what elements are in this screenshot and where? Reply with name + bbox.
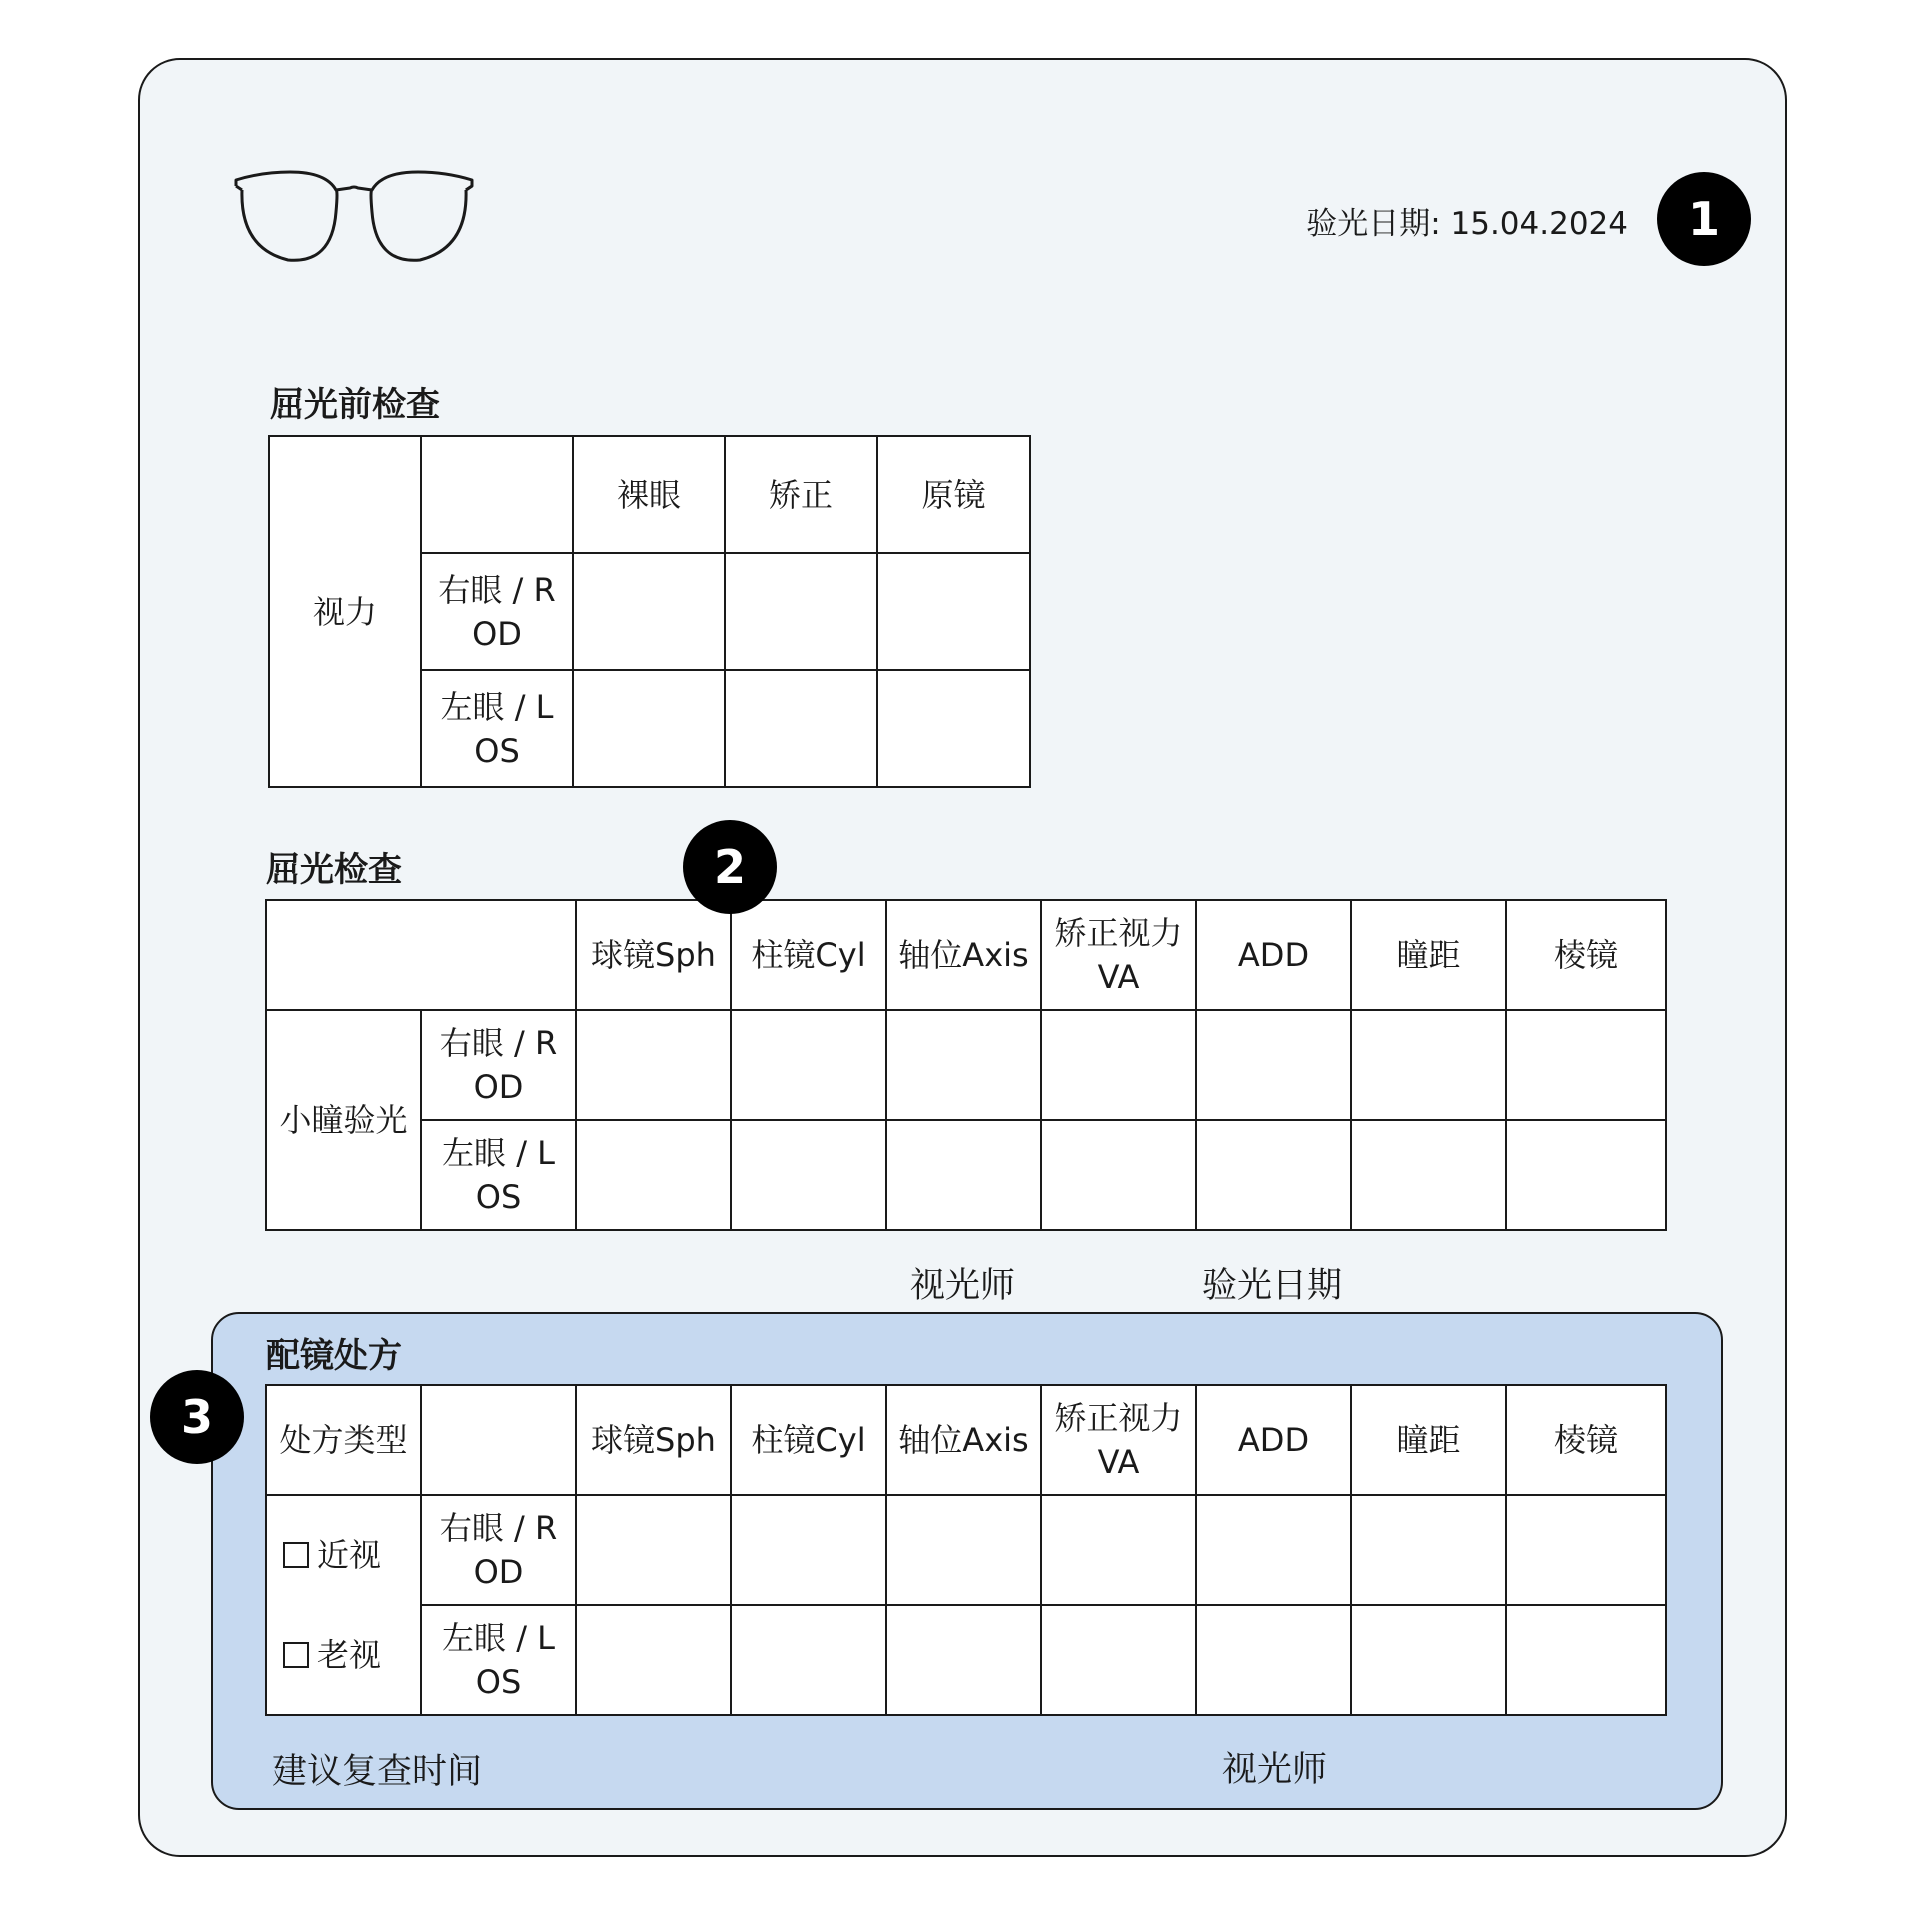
blank-header-cell <box>421 436 573 553</box>
input-cell[interactable] <box>573 670 725 787</box>
exam-date-label: 验光日期 <box>1202 1266 1343 1306</box>
right-eye-label: 右眼 / R OD <box>421 1010 576 1120</box>
prescription-type-label: 处方类型 <box>266 1385 421 1495</box>
option-presbyopia[interactable]: 老视 <box>283 1633 420 1677</box>
input-cell[interactable] <box>1351 1495 1506 1605</box>
input-cell[interactable] <box>573 553 725 670</box>
left-eye-label: 左眼 / L OS <box>421 1605 576 1715</box>
badge-3: 3 <box>150 1370 244 1464</box>
badge-2: 2 <box>683 820 777 914</box>
input-cell[interactable] <box>1196 1495 1351 1605</box>
input-cell[interactable] <box>1196 1605 1351 1715</box>
optometrist-label: 视光师 <box>910 1266 1016 1306</box>
input-cell[interactable] <box>886 1605 1041 1715</box>
prescription-title: 配镜处方 <box>266 1336 402 1376</box>
input-cell[interactable] <box>877 670 1030 787</box>
col-prism: 棱镜 <box>1506 900 1666 1010</box>
pre-exam-title: 屈光前检查 <box>270 385 440 425</box>
col-original-glasses: 原镜 <box>877 436 1030 553</box>
col-add: ADD <box>1196 900 1351 1010</box>
badge-1: 1 <box>1657 172 1751 266</box>
input-cell[interactable] <box>576 1120 731 1230</box>
col-va: 矫正视力 VA <box>1041 1385 1196 1495</box>
prescription-optometrist-label: 视光师 <box>1222 1750 1328 1790</box>
input-cell[interactable] <box>886 1010 1041 1120</box>
pre-exam-table <box>268 435 1031 788</box>
myopia-checkbox[interactable] <box>283 1542 309 1568</box>
col-axis: 轴位Axis <box>886 1385 1041 1495</box>
col-pd: 瞳距 <box>1351 900 1506 1010</box>
input-cell[interactable] <box>1351 1120 1506 1230</box>
recheck-time-label: 建议复查时间 <box>272 1752 483 1792</box>
col-corrected: 矫正 <box>725 436 877 553</box>
input-cell[interactable] <box>731 1120 886 1230</box>
input-cell[interactable] <box>725 553 877 670</box>
input-cell[interactable] <box>1351 1010 1506 1120</box>
col-sph: 球镜Sph <box>576 900 731 1010</box>
col-axis: 轴位Axis <box>886 900 1041 1010</box>
left-eye-label: 左眼 / L OS <box>421 670 573 787</box>
input-cell[interactable] <box>877 553 1030 670</box>
option-myopia[interactable]: 近视 <box>283 1533 420 1577</box>
col-sph: 球镜Sph <box>576 1385 731 1495</box>
blank-header-cell <box>421 1385 576 1495</box>
refraction-table <box>265 899 1667 1231</box>
input-cell[interactable] <box>1041 1010 1196 1120</box>
input-cell[interactable] <box>1041 1605 1196 1715</box>
input-cell[interactable] <box>1041 1120 1196 1230</box>
input-cell[interactable] <box>886 1120 1041 1230</box>
col-prism: 棱镜 <box>1506 1385 1666 1495</box>
prescription-table <box>265 1384 1667 1716</box>
col-va: 矫正视力 VA <box>1041 900 1196 1010</box>
exam-date: 验光日期: 15.04.2024 <box>1306 206 1628 242</box>
input-cell[interactable] <box>731 1010 886 1120</box>
input-cell[interactable] <box>731 1495 886 1605</box>
refraction-title: 屈光检查 <box>266 850 402 890</box>
right-eye-label: 右眼 / R OD <box>421 1495 576 1605</box>
input-cell[interactable] <box>1506 1495 1666 1605</box>
input-cell[interactable] <box>1196 1120 1351 1230</box>
input-cell[interactable] <box>731 1605 886 1715</box>
input-cell[interactable] <box>1506 1605 1666 1715</box>
input-cell[interactable] <box>1041 1495 1196 1605</box>
input-cell[interactable] <box>725 670 877 787</box>
input-cell[interactable] <box>886 1495 1041 1605</box>
input-cell[interactable] <box>576 1495 731 1605</box>
presbyopia-checkbox[interactable] <box>283 1642 309 1668</box>
col-cyl: 柱镜Cyl <box>731 900 886 1010</box>
visual-acuity-label: 视力 <box>269 436 421 787</box>
input-cell[interactable] <box>576 1605 731 1715</box>
small-pupil-label: 小瞳验光 <box>266 1010 421 1230</box>
input-cell[interactable] <box>1196 1010 1351 1120</box>
input-cell[interactable] <box>1506 1010 1666 1120</box>
glasses-icon <box>232 168 476 266</box>
right-eye-label: 右眼 / R OD <box>421 553 573 670</box>
left-eye-label: 左眼 / L OS <box>421 1120 576 1230</box>
col-cyl: 柱镜Cyl <box>731 1385 886 1495</box>
input-cell[interactable] <box>1351 1605 1506 1715</box>
input-cell[interactable] <box>1506 1120 1666 1230</box>
blank-header-cell <box>266 900 576 1010</box>
col-naked-eye: 裸眼 <box>573 436 725 553</box>
input-cell[interactable] <box>576 1010 731 1120</box>
col-pd: 瞳距 <box>1351 1385 1506 1495</box>
prescription-type-options <box>266 1495 421 1715</box>
col-add: ADD <box>1196 1385 1351 1495</box>
